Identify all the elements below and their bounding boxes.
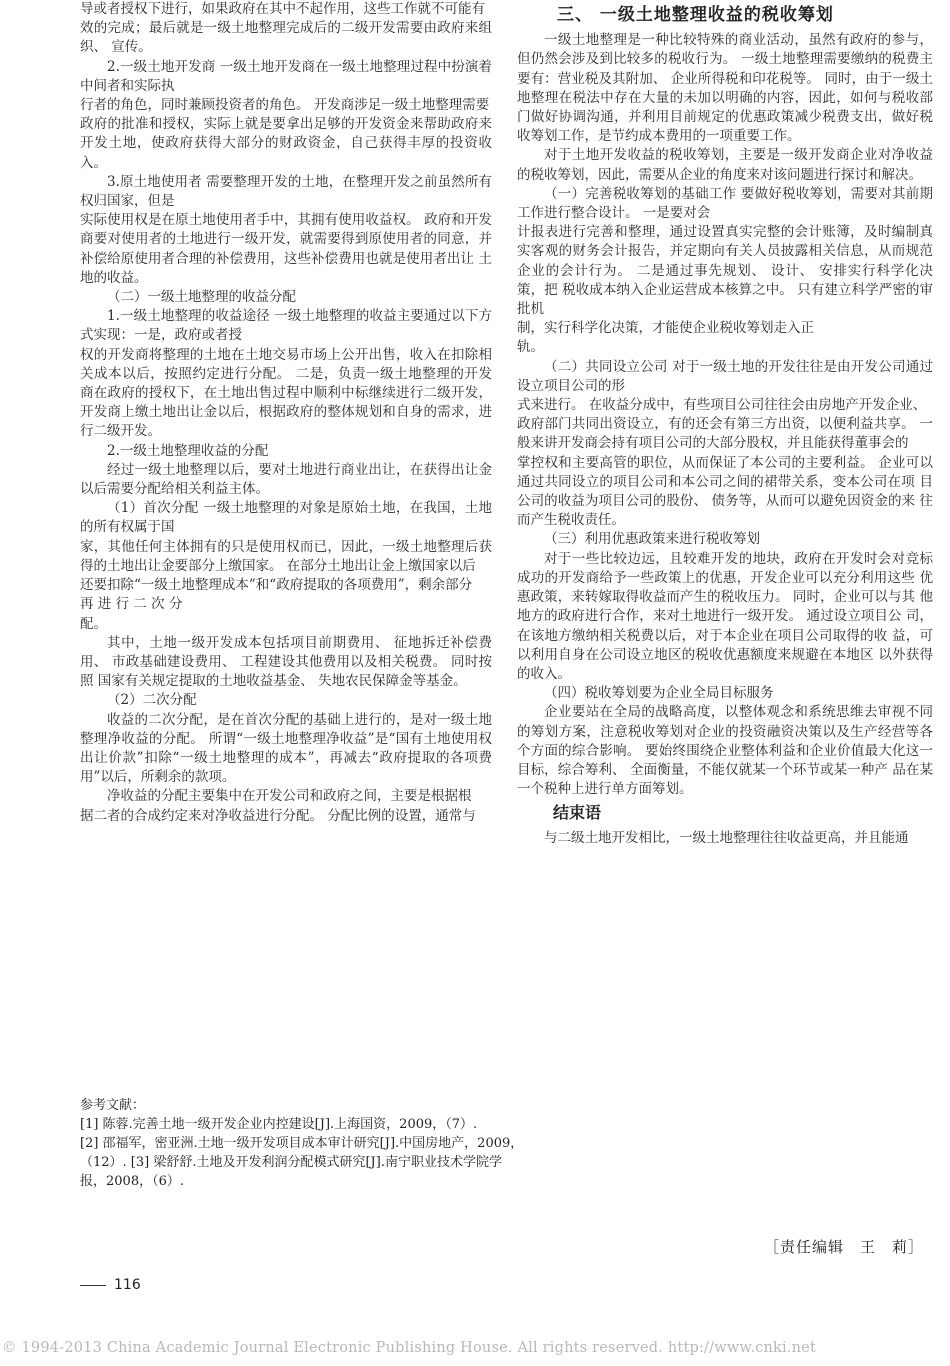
page-number-block [80, 1277, 141, 1293]
responsible-editor: ［责任编辑 王 莉］ [763, 1238, 924, 1256]
conclusion-title: 结束语 [553, 803, 602, 823]
paragraph: 对于一些比较边远，且较难开发的地块，政府在开发时会对竞标 成功的开发商给予一些政策上的优惠，开发企业可以充分利用这些 优惠政策，来转嫁取得收益而产生的税收压力。 同时，企业可以与其 他地方的政府进行合作，来对土地进行一级开发。 通过设立项目公 司，在该地方缴纳相关税费以后，对于本企业在项目公司取得的收 益，可以利用自身在公司设立地区的税收优惠额度来规避在本地区 以外获得的收入。 [517, 550, 933, 682]
reference-line: [2] 邵福军，密亚洲.土地一级开发项目成本审计研究[J].中国房地产，2009， [80, 1136, 524, 1151]
left-column [80, 0, 492, 826]
page-number-dash [80, 1285, 106, 1286]
paragraph: （二）共同设立公司 对于一级土地的开发往往是由开发公司通过设立项目公司的形 [517, 358, 933, 394]
paragraph: （四）税收筹划要为企业全局目标服务 [544, 685, 774, 702]
right-paragraphs [517, 31, 933, 799]
paragraph: （三）利用优惠政策来进行税收筹划 [544, 531, 760, 548]
paragraph: 2.一级土地开发商 一级土地开发商在一级土地整理过程中扮演着中间者和实际执 [80, 58, 492, 94]
paragraph: 一级土地整理是一种比较特殊的商业活动，虽然有政府的参与，但仍然会涉及到比较多的税收行为。 一级土地整理需要缴纳的税费主要有：营业税及其附加、 企业所得税和印花税等。 同时，由于一级土 地整理在税法中存在大量的未加以明确的内容，因此，如何与税收部 门做好协调沟通，并利用目前规定的优惠政策减少税费支出，做好税 收筹划工作，是节约成本费用的一项重要工作。 [517, 32, 933, 145]
reference-line: 报，2008，（6）. [80, 1174, 184, 1189]
paragraph: （一）完善税收筹划的基础工作 要做好税收筹划，需要对其前期工作进行整合设计。 一是要对会 [517, 185, 933, 222]
paragraph: 权的开发商将整理的土地在土地交易市场上公开出售，收入在扣除相关成本以后，按照约定进行分配。 二是，负责一级土地整理的开发 商在政府的授权下，在土地出售过程中顺利中标继续进行二级开发， 开发商上缴土地出让金以后，根据政府的整体规划和自身的需求，进 行二级开发。 [80, 346, 492, 440]
paragraph: （2）二次分配 [107, 692, 197, 709]
paragraph: 效的完成；最后就是一级土地整理完成后的二级开发需要由政府来组织、 宣传。 [80, 20, 492, 56]
reference-line: （12）. [3] 梁舒舒.土地及开发利润分配模式研究[J].南宁职业技术学院学 [80, 1155, 502, 1170]
paragraph: 1.一级土地整理的收益途径 一级土地整理的收益主要通过以下方式实现：一是，政府或者授 [80, 308, 492, 344]
paragraph: 还要扣除“一级土地整理成本”和“政府提取的各项费用”，剩余部分 [80, 577, 473, 594]
reference-line: [1] 陈蓉.完善土地一级开发企业内控建设[J].上海国资，2009，（7）. [80, 1117, 478, 1132]
page-number: 116 [114, 1277, 141, 1293]
references-heading: 参考文献： [80, 1098, 146, 1113]
paragraph: 2.一级土地整理收益的分配 [107, 442, 269, 459]
paragraph: 制，实行科学化决策，才能使企业税收筹划走入正 [517, 320, 814, 337]
paragraph: 收益的二次分配，是在首次分配的基础上进行的，是对一级土地 整理净收益的分配。 所谓“一级土地整理净收益”是“国有土地使用权 出让价款”扣除“一级土地整理的成本”，再减去“政府提取的各项费 用”以后，所剩余的款项。 [80, 711, 492, 786]
paragraph: 导或者授权下进行，如果政府在其中不起作用，这些工作就不可能有 [80, 1, 485, 17]
section-title: 三、 一级土地整理收益的税收筹划 [557, 5, 834, 25]
paragraph: 经过一级土地整理以后，要对土地进行商业出让，在获得出让金 以后需要分配给相关利益主体。 [80, 461, 492, 498]
paragraph: 再 进 行 二 次 分 [80, 596, 183, 613]
paragraph: 据二者的合成约定来对净收益进行分配。 分配比例的设置，通常与 [80, 807, 476, 824]
paragraph: 企业要站在全局的战略高度，以整体观念和系统思维去审视不同的筹划方案，注意税收筹划对企业的投资融资决策以及生产经营等各个方面的综合影响。 要始终围绕企业整体利益和企业价值最大化这一目标，综合筹利、 全面衡量，不能仅就某一个环节或某一种产 品在某一个税种上进行单方面筹划。 [517, 704, 933, 798]
paragraph: 配。 [80, 615, 107, 632]
paragraph: 式来进行。 在收益分成中，有些项目公司往往会由房地产开发企业、 [517, 397, 927, 414]
paragraph: 行者的角色，同时兼顾投资者的角色。 开发商涉足一级土地整理需要 [80, 97, 490, 114]
paragraph: 对于土地开发收益的税收筹划，主要是一级开发商企业对净收益的税收筹划，因此，需要从企业的角度来对该问题进行探讨和解决。 [517, 147, 933, 183]
paragraph: （二）一级土地整理的收益分配 [107, 289, 296, 306]
conclusion-first-line: 与二级土地开发相比，一级土地整理往往收益更高，并且能通 [544, 829, 909, 846]
paragraph: 掌控权和主要高管的职位，从而保证了本公司的主要利益。 企业可以 通过共同设立的项目公司和本公司之间的裙带关系，变本公司在项 目公司的收益为项目公司的股份、 债务等，从而可以避免因资金的来 往而产生税收责任。 [517, 454, 933, 529]
paragraph: 轨。 [517, 339, 544, 356]
paragraph: 家，其他任何主体拥有的只是使用权而已，因此，一级土地整理后获 得的土地出让金要部分上缴国家。 在部分土地出让金上缴国家以后 [80, 538, 492, 574]
right-column [517, 0, 933, 848]
paragraph: （1）首次分配 一级土地整理的对象是原始土地，在我国，土地的所有权属于国 [80, 500, 492, 536]
references [80, 1096, 640, 1191]
paragraph: 3.原土地使用者 需要整理开发的土地，在整理开发之前虽然所有权归国家，但是 [80, 173, 492, 210]
paragraph: 计报表进行完善和整理，通过设置真实完整的会计账簿，及时编制真 实客观的财务会计报告，并定期向有关人员披露相关信息，从而规范 企业的会计行为。 二是通过事先规划、 设计、 安排实行科学化决策，把 税收成本纳入企业运营成本核算之中。 只有建立科学严密的审批机 [517, 224, 933, 318]
paragraph: 其中，土地一级开发成本包括项目前期费用、 征地拆迁补偿费用、 市政基础建设费用、 工程建设其他费用以及相关税费。 同时按照 国家有关规定提取的土地收益基金、 失地农民保障金等基金。 [80, 634, 492, 690]
paragraph: 政府部门共同出资设立，有的还会有第三方出资，以便利益共享。 一 般来讲开发商会持有项目公司的大部分股权，并且能获得董事会的 [517, 416, 933, 452]
paragraph: 实际使用权是在原土地使用者手中，其拥有使用收益权。 政府和开发 商要对使用者的土地进行一级开发，就需要得到原使用者的同意，并 补偿给原使用者合理的补偿费用，这些补偿费用也就是使用者出让 土地的收益。 [80, 212, 492, 286]
paragraph: 净收益的分配主要集中在开发公司和政府之间，主要是根据根 [107, 788, 472, 805]
copyright-watermark: © 1994-2013 China Academic Journal Electronic Publishing House. All rights reserved. http://www.cnki.net [2, 1340, 816, 1356]
paragraph: 政府的批准和授权，实际上就是要拿出足够的开发资金来帮助政府来开发土地，使政府获得大部分的财政资金，自己获得丰厚的投资收 入。 [80, 116, 492, 171]
